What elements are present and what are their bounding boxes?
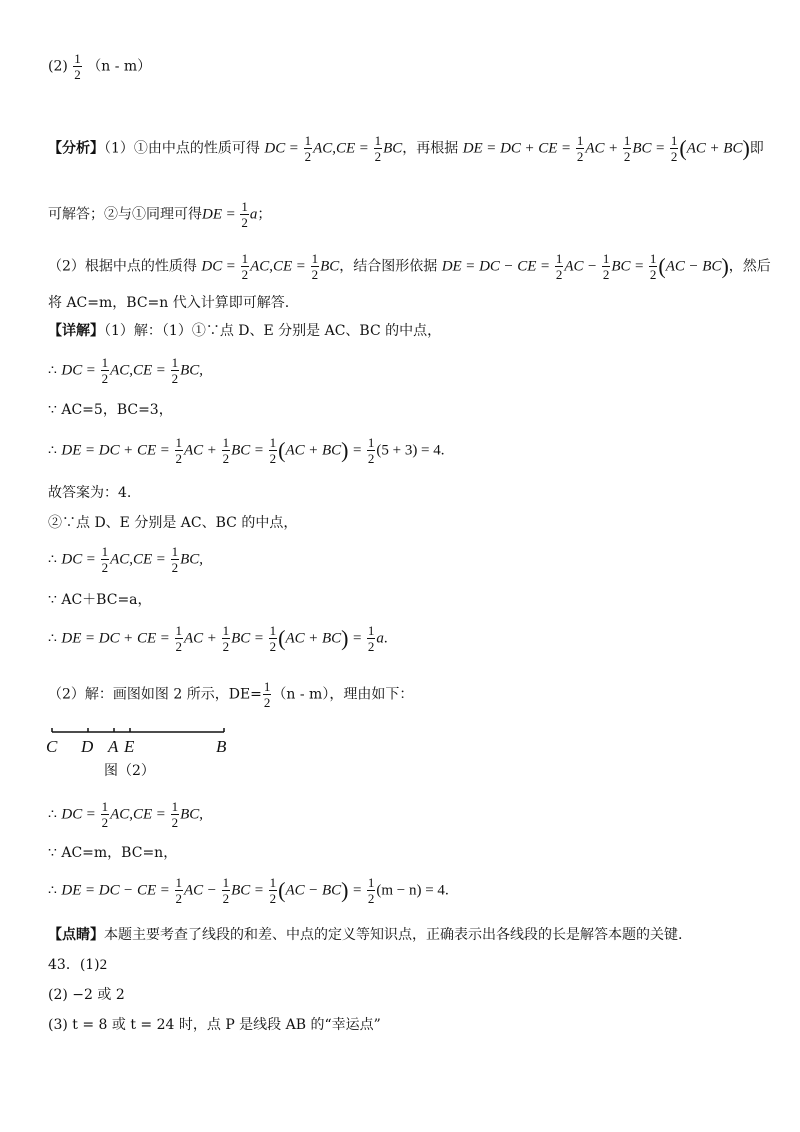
q43-line-2: (2) −2 或 2 [48,987,125,1003]
comment-text: 本题主要考查了线段的和差、中点的定义等知识点，正确表示出各线段的长是解答本题的关键. [104,927,683,943]
answer-line: 故答案为：4. [48,485,132,501]
point-label-c: C [46,737,58,756]
detail-text: （n - m），理由如下： [272,686,414,703]
detail-text: （2）解：画图如图 2 所示，DE= [48,686,262,703]
analysis-text: （2）根据中点的性质得 [48,258,197,275]
figure-caption: 图（2） [104,763,155,779]
analysis-text: ，结合图形依据 [339,258,438,275]
q43-line-1 [48,958,107,973]
point-label-a: A [108,737,119,756]
detail-text: （1）解：（1）①∵点 D、E 分别是 AC、BC 的中点， [104,323,442,339]
analysis-text: （1）①由中点的性质可得 [104,140,260,157]
half-fraction: $\frac{1}{2}$ [74,51,81,82]
part2-answer [48,52,151,81]
q43-label: 43．(1) [48,957,100,973]
comment-line [48,928,682,942]
dc-ce-line-3: ∴ DC = $\frac{1}{2}$ AC,CE = $\frac{1}{2}$ BC, [48,799,203,830]
part2-expr: （n - m） [87,58,152,75]
given-line-3: ∵ AC=m，BC=n， [48,845,178,861]
detail-line-1 [48,324,441,338]
point-label-d: D [81,737,94,756]
analysis-text: 即 [749,140,764,157]
analysis-text: 可解答；②与①同理可得 [48,206,202,223]
analysis-text: ； [257,206,272,223]
point-label-e: E [124,737,135,756]
analysis-tag: 【分析】 [48,140,104,157]
detail-line-3: （2）解：画图如图 2 所示，DE= $\frac{1}{2}$ （n - m），理由如下： [48,679,414,710]
dc-ce-line-2: ∴ DC = $\frac{1}{2}$ AC,CE = $\frac{1}{2}$ BC, [48,544,203,575]
q43-line-3: (3) t = 8 或 t = 24 时，点 P 是线段 AB 的“幸运点” [48,1017,381,1033]
de-calc-line-2: ∴ DE = DC + CE = $\frac{1}{2}$ AC + $\frac{1}{2}$ BC = $\frac{1}{2}$ (AC + BC) = $\frac{1}{2}$ a. [48,623,388,654]
analysis-line-3: （2）根据中点的性质得 DC = $\frac{1}{2}$ AC,CE = $\frac{1}{2}$ BC，结合图形依据 DE = DC − CE = $\frac{1}{2}$ AC − $\frac{1}{2}$ BC = $\frac{1}{2}$ (AC − BC)，然后 [48,251,771,282]
detail-line-2: ②∵点 D、E 分别是 AC、BC 的中点， [48,515,298,531]
point-label-b: B [216,737,227,756]
given-line-2: ∵ AC＋BC=a， [48,592,152,608]
analysis-line-2: 可解答；②与①同理可得DE = $\frac{1}{2}$ a； [48,199,272,230]
de-calc-line-1: ∴ DE = DC + CE = $\frac{1}{2}$ AC + $\frac{1}{2}$ BC = $\frac{1}{2}$ (AC + BC) = $\frac{1}{2}$ (5 + 3) = 4. [48,435,445,466]
dc-ce-line-1: ∴ DC = $\frac{1}{2}$ AC,CE = $\frac{1}{2}$ BC, [48,355,203,386]
detail-tag: 【详解】 [48,323,104,339]
comment-tag: 【点睛】 [48,927,104,943]
de-calc-line-3: ∴ DE = DC − CE = $\frac{1}{2}$ AC − $\frac{1}{2}$ BC = $\frac{1}{2}$ (AC − BC) = $\frac{1}{2}$ (m − n) = 4. [48,875,449,906]
analysis-text: ，然后 [728,258,771,275]
part2-label: (2) [48,58,68,75]
analysis-line-1: 【分析】（1）①由中点的性质可得 DC = $\frac{1}{2}$ AC,CE = $\frac{1}{2}$ BC，再根据 DE = DC + CE = $\frac{1}{2}$ AC + $\frac{1}{2}$ BC = $\frac{1}{2}$ (AC + BC)即 [48,133,764,164]
q43-value: 2 [99,957,108,973]
given-line-1: ∵ AC=5，BC=3， [48,402,173,418]
analysis-line-4: 将 AC=m，BC=n 代入计算即可解答. [48,295,290,311]
analysis-text: ，再根据 [402,140,459,157]
segment-diagram [48,724,238,744]
